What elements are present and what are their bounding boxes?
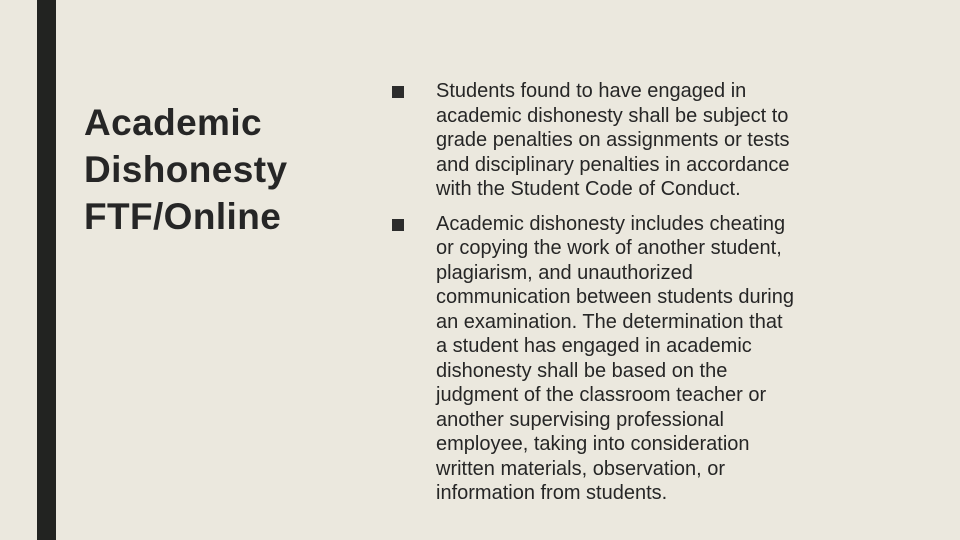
slide-title [84, 99, 354, 240]
bullet-list [392, 79, 882, 516]
left-accent-bar [37, 0, 56, 540]
slide-title-line-2: Dishonesty [84, 149, 288, 190]
slide-title-line-3: FTF/Online [84, 196, 282, 237]
bullet-item-definition [392, 212, 882, 506]
slide-title-line-1: Academic [84, 102, 263, 143]
square-bullet-icon [392, 219, 404, 231]
bullet-item-penalties [392, 79, 882, 202]
square-bullet-icon [392, 86, 404, 98]
bullet-text-definition: Academic dishonesty includes cheating or copying the work of another student, plagiarism, and unauthorized communication between students during an examination. The determination that a student has engaged in academic dishonesty shall be based on the judgment of the classroom teacher or another supervising professional employee, taking into consideration written materials, observation, or information from students. [436, 212, 794, 504]
bullet-text-penalties: Students found to have engaged in academic dishonesty shall be subject to grade penalties on assignments or tests and disciplinary penalties in accordance with the Student Code of Conduct. [436, 80, 790, 200]
